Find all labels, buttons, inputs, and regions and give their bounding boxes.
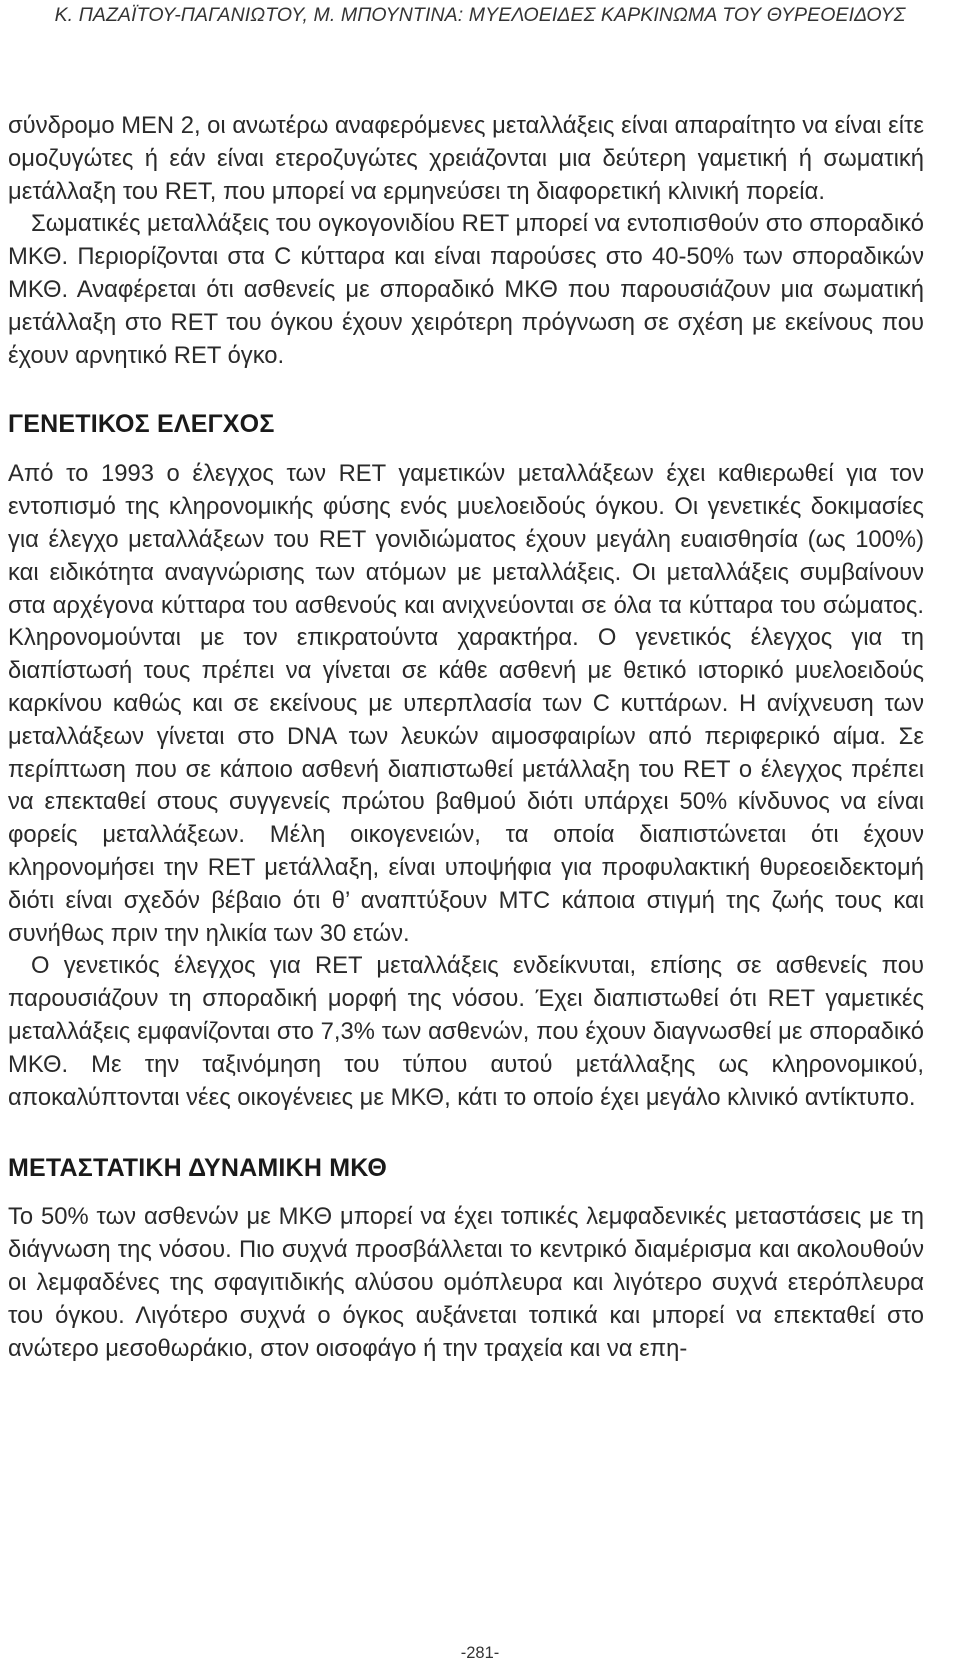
paragraph: Ο γενετικός έλεγχος για RET μεταλλάξεις ενδείκνυται, επίσης σε ασθενείς που παρουσιάζουν τη σποραδική μορφή της νόσου. Έχει διαπιστωθεί ότι RET γαμετικές μεταλλάξεις εμφανίζονται στο 7,3% των ασθενών, που έχουν διαγνωσθεί με σποραδικό ΜΚΘ. Με την ταξινόμηση του τύπου αυτού μετάλλαξης ως κληρονομικού, αποκαλύπτονται νέες οικογένειες με ΜΚΘ, κάτι το οποίο έχει μεγάλο κλινικό αντίκτυπο. [8, 952, 924, 1111]
section-heading-genetic-testing: ΓΕΝΕΤΙΚΟΣ ΕΛΕΓΧΟΣ [8, 410, 275, 439]
paragraph: Το 50% των ασθενών με ΜΚΘ μπορεί να έχει τοπικές λεμφαδενικές μεταστάσεις με τη διάγνωση της νόσου. Πιο συχνά προσβάλλεται το κεντρικό διαμέρισμα και ακολουθούν οι λεμφαδένες της σφαγιτιδικής αλύσου ομόπλευρα και λιγότερο συχνά ετερόπλευρα του όγκου. Λιγότερο συχνά ο όγκος αυξάνεται τοπικά και μπορεί να επεκταθεί στο ανώτερο μεσοθωράκιο, στον οισοφάγο ή την τραχεία και να επη- [8, 1203, 924, 1362]
paragraph: Σωματικές μεταλλάξεις του ογκογονιδίου RET μπορεί να εντοπισθούν στο σποραδικό ΜΚΘ. Περιορίζονται στα C κύτταρα και είναι παρούσες στο 40-50% των σποραδικών ΜΚΘ. Αναφέρεται ότι ασθενείς με σποραδικό ΜΚΘ που παρουσιάζουν μια σωματική μετάλλαξη στο RET του όγκου έχουν χειρότερη πρόγνωση σε σχέση με εκείνους που έχουν αρνητικό RET όγκο. [8, 210, 924, 369]
section-heading-metastatic-potential: ΜΕΤΑΣΤΑΤΙΚΗ ΔΥΝΑΜΙΚΗ ΜΚΘ [8, 1154, 387, 1183]
paragraph: σύνδρομο MEN 2, οι ανωτέρω αναφερόμενες μεταλλάξεις είναι απαραίτητο να είναι είτε ομοζυγώτες ή εάν είναι ετεροζυγώτες χρειάζονται μια δεύτερη γαμετική ή σωματική μετάλλαξη του RET, που μπορεί να ερμηνεύσει τη διαφορετική κλινική πορεία. [8, 112, 924, 205]
page-number: -281- [460, 1644, 500, 1662]
page-content [8, 110, 924, 1365]
running-header: Κ. ΠΑΖΑΪΤΟΥ-ΠΑΓΑΝΙΩΤΟΥ, Μ. ΜΠΟΥΝΤΙΝΑ: ΜΥΕΛΟΕΙΔΕΣ ΚΑΡΚΙΝΩΜΑ ΤΟΥ ΘΥΡΕΟΕΙΔΟΥΣ [54, 4, 906, 26]
paragraph: Από το 1993 ο έλεγχος των RET γαμετικών μεταλλάξεων έχει καθιερωθεί για τον εντοπισμό της κληρονομικής φύσης ενός μυελοειδούς όγκου. Οι γενετικές δοκιμασίες για έλεγχο μεταλλάξεων του RET γονιδιώματος έχουν μεγάλη ευαισθησία (ως 100%) και ειδικότητα αναγνώρισης των ατόμων με μεταλλάξεις. Οι μεταλλάξεις συμβαίνουν στα αρχέγονα κύτταρα του ασθενούς και ανιχνεύονται σε όλα τα κύτταρα του σώματος. Κληρονομούνται με τον επικρατούντα χαρακτήρα. Ο γενετικός έλεγχος για τη διαπίστωσή τους πρέπει να γίνεται σε κάθε ασθενή με θετικό ιστορικό μυελοειδούς καρκίνου καθώς και σε εκείνους με υπερπλασία των C κυττάρων. Η ανίχνευση των μεταλλάξεων γίνεται στο DNA των λευκών αιμοσφαιρίων από περιφερικό αίμα. Σε περίπτωση που σε κάποιο ασθενή διαπιστωθεί μετάλλαξη του RET ο έλεγχος πρέπει να επεκταθεί στους συγγενείς πρώτου βαθμού διότι υπάρχει 50% κίνδυνος να είναι φορείς μεταλλάξεων. Μέλη οικογενειών, τα οποία διαπιστώνεται ότι έχουν κληρονομήσει την RET μετάλλαξη, είναι υποψήφια για προφυλακτική θυρεοειδεκτομή διότι είναι σχεδόν βέβαιο ότι θ’ αναπτύξουν MTC κάποια στιγμή της ζωής τους και συνήθως πριν την ηλικία των 30 ετών. [8, 460, 924, 947]
